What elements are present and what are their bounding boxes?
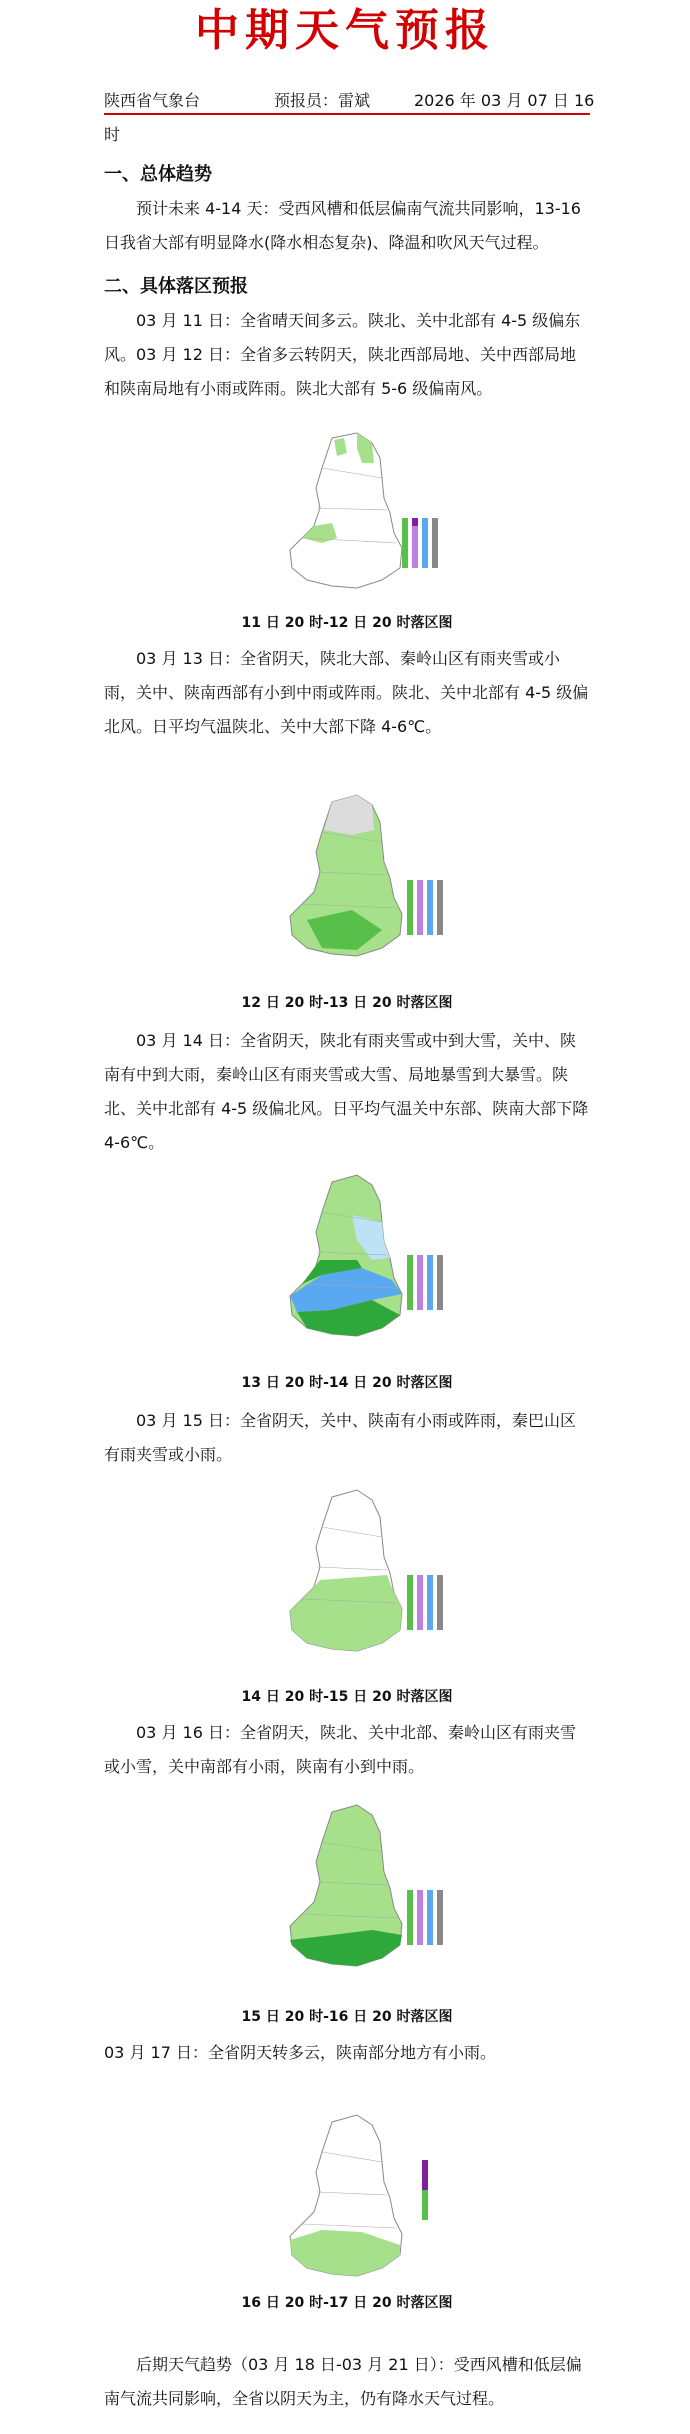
section-2-title: 二、具体落区预报 bbox=[104, 276, 248, 297]
day-11-text: 03 月 11 日：全省晴天间多云。陕北、关中北部有 4-5 级偏东风。 bbox=[104, 311, 581, 364]
header-org: 陕西省气象台 bbox=[104, 91, 201, 110]
header-line bbox=[104, 88, 595, 115]
caption-map-13: 12 日 20 时-13 日 20 时落区图 bbox=[241, 995, 453, 1011]
day-14-text: 03 月 14 日：全省阴天，陕北有雨夹雪或中到大雪，关中、陕南有中到大雨，秦岭山区有雨夹雪或大雪、局地暴雪到大暴雪。陕北、关中北部有 4-5 级偏北风。日平均气温关中东部、陕南大部下降 4-6℃。 bbox=[104, 1031, 589, 1152]
caption-map-17: 16 日 20 时-17 日 20 时落区图 bbox=[241, 2295, 453, 2311]
precip-map-16 bbox=[262, 1790, 462, 1990]
outlook-text: 后期天气趋势（03 月 18 日-03 月 21 日）：受西风槽和低层偏南气流共同影响，全省以阴天为主，仍有降水天气过程。 bbox=[104, 2355, 582, 2408]
precip-map-17 bbox=[262, 2100, 462, 2290]
day-16-text: 03 月 16 日：全省阴天，陕北、关中北部、秦岭山区有雨夹雪或小雪，关中南部有小雨，陕南有小到中雨。 bbox=[104, 1723, 576, 1776]
section-1-text: 预计未来 4-14 天：受西风槽和低层偏南气流共同影响，13-16 日我省大部有明显降水(降水相态复杂)、降温和吹风天气过程。 bbox=[104, 199, 581, 252]
header-date: 2026 年 03 月 07 日 16 bbox=[414, 91, 595, 110]
page-title: 中期天气预报 bbox=[195, 5, 495, 56]
caption-map-14: 13 日 20 时-14 日 20 时落区图 bbox=[241, 1375, 453, 1391]
day-12-text: 03 月 12 日：全省多云转阴天，陕北西部局地、关中西部局地和陕南局地有小雨或阵雨。陕北大部有 5-6 级偏南风。 bbox=[104, 345, 576, 398]
day-13-text: 03 月 13 日：全省阴天，陕北大部、秦岭山区有雨夹雪或小雨，关中、陕南西部有小到中雨或阵雨。陕北、关中北部有 4-5 级偏北风。日平均气温陕北、关中大部下降 4-6℃。 bbox=[104, 649, 589, 736]
precip-map-14 bbox=[262, 1160, 462, 1360]
precip-map-13 bbox=[262, 780, 462, 980]
caption-map-16: 15 日 20 时-16 日 20 时落区图 bbox=[241, 2009, 453, 2025]
header-date-suffix: 时 bbox=[104, 125, 121, 144]
precip-map-15 bbox=[262, 1475, 462, 1675]
caption-map-15: 14 日 20 时-15 日 20 时落区图 bbox=[241, 1689, 453, 1705]
precip-map-12 bbox=[262, 418, 462, 608]
day-17-text: 03 月 17 日：全省阴天转多云，陕南部分地方有小雨。 bbox=[104, 2043, 496, 2062]
section-1-title: 一、总体趋势 bbox=[104, 164, 212, 185]
day-15-text: 03 月 15 日：全省阴天，关中、陕南有小雨或阵雨，秦巴山区有雨夹雪或小雨。 bbox=[104, 1411, 576, 1464]
header-forecaster: 预报员：雷斌 bbox=[274, 91, 371, 110]
caption-map-12: 11 日 20 时-12 日 20 时落区图 bbox=[241, 615, 453, 631]
